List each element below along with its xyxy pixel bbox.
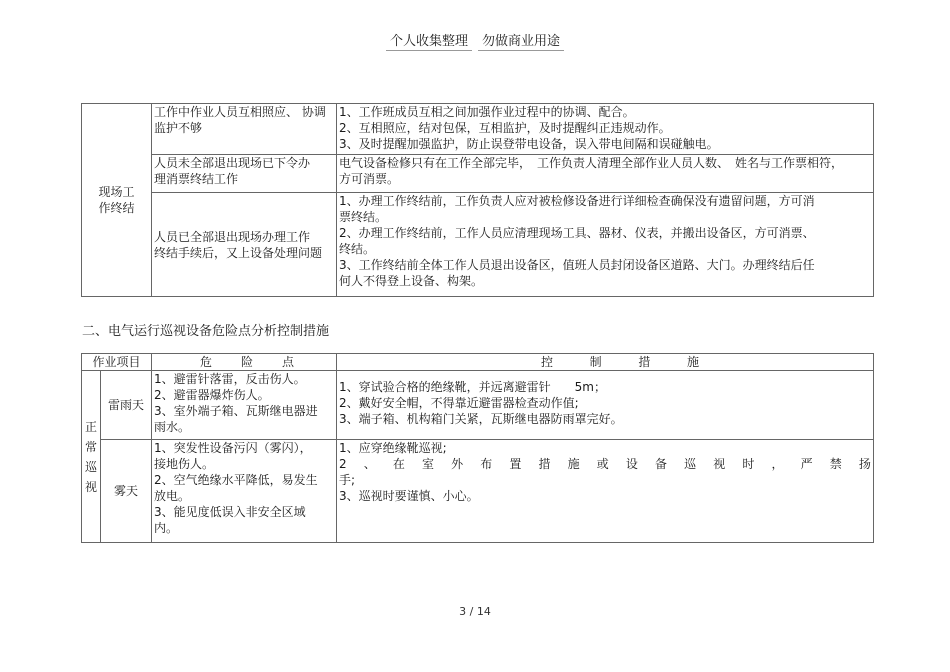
item-line: 人员未全部退出现场已下令办 bbox=[154, 156, 311, 170]
measure-line: 3、工作终结前全体工作人员退出设备区，值班人员封闭设备区道路、大门。办理终结后任 bbox=[339, 258, 815, 272]
header-char: 控 bbox=[541, 355, 554, 369]
item-line: 人员已全部退出现场办理工作 bbox=[154, 229, 311, 244]
item-line: 终结手续后，又上设备处理问题 bbox=[154, 245, 323, 260]
table-row bbox=[82, 193, 874, 297]
control-cell bbox=[337, 371, 874, 440]
char: 在 bbox=[392, 457, 405, 471]
header-project: 作业项目 bbox=[82, 354, 152, 371]
char: 布 bbox=[480, 457, 493, 471]
char: 、 bbox=[363, 457, 376, 471]
measure-line: 3、及时提醒加强监护，防止误登带电设备，误入带电间隔和误碰触电。 bbox=[339, 137, 719, 151]
measure-line: 2、办理工作终结前，工作人员应清理现场工具、器材、仪表，并搬出设备区，方可消票、 bbox=[339, 226, 815, 240]
danger-line: 1、避雷针落雷，反击伤人。 bbox=[154, 372, 306, 386]
measure-cell bbox=[337, 155, 874, 193]
header-part1: 个人收集整理 bbox=[386, 30, 472, 51]
condition-name: 雷雨天 bbox=[101, 371, 152, 440]
group-char: 巡 bbox=[84, 459, 97, 474]
measure-cell bbox=[337, 104, 874, 155]
table-row bbox=[82, 155, 874, 193]
danger-cell bbox=[152, 440, 337, 543]
danger-cell bbox=[152, 371, 337, 440]
char: 施 bbox=[567, 457, 580, 471]
control-line: 1、应穿绝缘靴巡视; bbox=[339, 441, 447, 455]
page-header bbox=[0, 30, 950, 51]
danger-line: 3、室外端子箱、瓦斯继电器进 bbox=[154, 404, 318, 418]
danger-line: 1、突发性设备污闪（雾闪）， bbox=[154, 441, 312, 455]
measure-line: 1、办理工作终结前，工作负责人应对被检修设备进行详细检查确保没有遗留问题，方可消 bbox=[339, 194, 815, 208]
category-line: 作终结 bbox=[98, 201, 135, 215]
control-line: 2、戴好安全帽，不得靠近避雷器检查动作值; bbox=[339, 396, 579, 410]
char: 时 bbox=[742, 457, 755, 471]
char: 备 bbox=[655, 457, 668, 471]
category-cell bbox=[82, 104, 152, 297]
header-part2: 勿做商业用途 bbox=[478, 30, 564, 51]
char: 视 bbox=[713, 457, 726, 471]
char: 巡 bbox=[684, 457, 697, 471]
control-cell bbox=[337, 440, 874, 543]
header-char: 施 bbox=[686, 355, 699, 369]
item-line: 理消票终结工作 bbox=[154, 172, 239, 186]
header-control bbox=[337, 354, 874, 371]
char: 设 bbox=[625, 457, 638, 471]
table-row bbox=[82, 440, 874, 543]
char: 严 bbox=[800, 457, 813, 471]
measure-cell bbox=[337, 193, 874, 297]
measure-line: 何人不得登上设备、构架。 bbox=[339, 274, 484, 288]
item-line: 工作中作业人员互相照应、 协调 bbox=[154, 105, 326, 119]
item-cell bbox=[152, 155, 337, 193]
danger-line: 接地伤人。 bbox=[154, 457, 215, 471]
char: 禁 bbox=[829, 457, 842, 471]
danger-line: 雨水。 bbox=[154, 420, 191, 434]
table-row bbox=[82, 104, 874, 155]
table-row bbox=[82, 371, 874, 440]
measure-line: 终结。 bbox=[339, 242, 376, 256]
measure-line: 2、互相照应，结对包保，互相监护，及时提醒纠正违规动作。 bbox=[339, 121, 671, 135]
item-line: 监护不够 bbox=[154, 121, 203, 135]
group-label bbox=[84, 417, 98, 497]
group-char: 正 bbox=[84, 419, 97, 434]
measure-line: 1、工作班成员互相之间加强作业过程中的协调、配合。 bbox=[339, 105, 635, 119]
header-char: 措 bbox=[638, 355, 651, 369]
measure-line: 方可消票。 bbox=[339, 172, 400, 186]
item-cell bbox=[152, 193, 337, 297]
measure-line: 票终结。 bbox=[339, 210, 388, 224]
category-line: 现场工 bbox=[98, 185, 135, 199]
header-danger bbox=[152, 354, 337, 371]
header-row bbox=[82, 354, 874, 371]
char: 置 bbox=[509, 457, 522, 471]
header-char: 险 bbox=[241, 355, 254, 369]
danger-line: 3、能见度低误入非安全区域 bbox=[154, 505, 306, 519]
page-number: 3 / 14 bbox=[459, 605, 491, 618]
char: ， bbox=[771, 457, 784, 471]
control-line: 手; bbox=[339, 473, 356, 487]
char: 外 bbox=[451, 457, 464, 471]
group-cell bbox=[82, 371, 101, 543]
danger-line: 2、空气绝缘水平降低，易发生 bbox=[154, 473, 318, 487]
char: 扬 bbox=[858, 457, 871, 471]
section-title: 二、电气运行巡视设备危险点分析控制措施 bbox=[82, 324, 330, 339]
danger-line: 2、避雷器爆炸伤人。 bbox=[154, 388, 270, 402]
control-line: 3、巡视时要谨慎、小心。 bbox=[339, 489, 479, 503]
char: 或 bbox=[596, 457, 609, 471]
header-char: 点 bbox=[281, 355, 294, 369]
control-line: 1、穿试验合格的绝缘靴，并远离避雷针 5m； bbox=[339, 380, 606, 394]
group-char: 视 bbox=[84, 479, 97, 494]
control-line-justified bbox=[339, 456, 871, 472]
group-char: 常 bbox=[84, 439, 97, 454]
header-char: 制 bbox=[589, 355, 602, 369]
control-line: 3、端子箱、机构箱门关紧，瓦斯继电器防雨罩完好。 bbox=[339, 412, 623, 426]
header-char: 危 bbox=[200, 355, 213, 369]
char: 2 bbox=[339, 457, 347, 471]
danger-line: 放电。 bbox=[154, 489, 191, 503]
item-cell bbox=[152, 104, 337, 155]
char: 室 bbox=[422, 457, 435, 471]
work-termination-table bbox=[81, 103, 874, 297]
danger-line: 内。 bbox=[154, 521, 179, 535]
patrol-hazard-table bbox=[81, 353, 874, 543]
condition-name: 雾天 bbox=[101, 440, 152, 543]
measure-line: 电气设备检修只有在工作全部完毕， 工作负责人清理全部作业人员人数、 姓名与工作票相符， bbox=[339, 156, 844, 170]
char: 措 bbox=[538, 457, 551, 471]
